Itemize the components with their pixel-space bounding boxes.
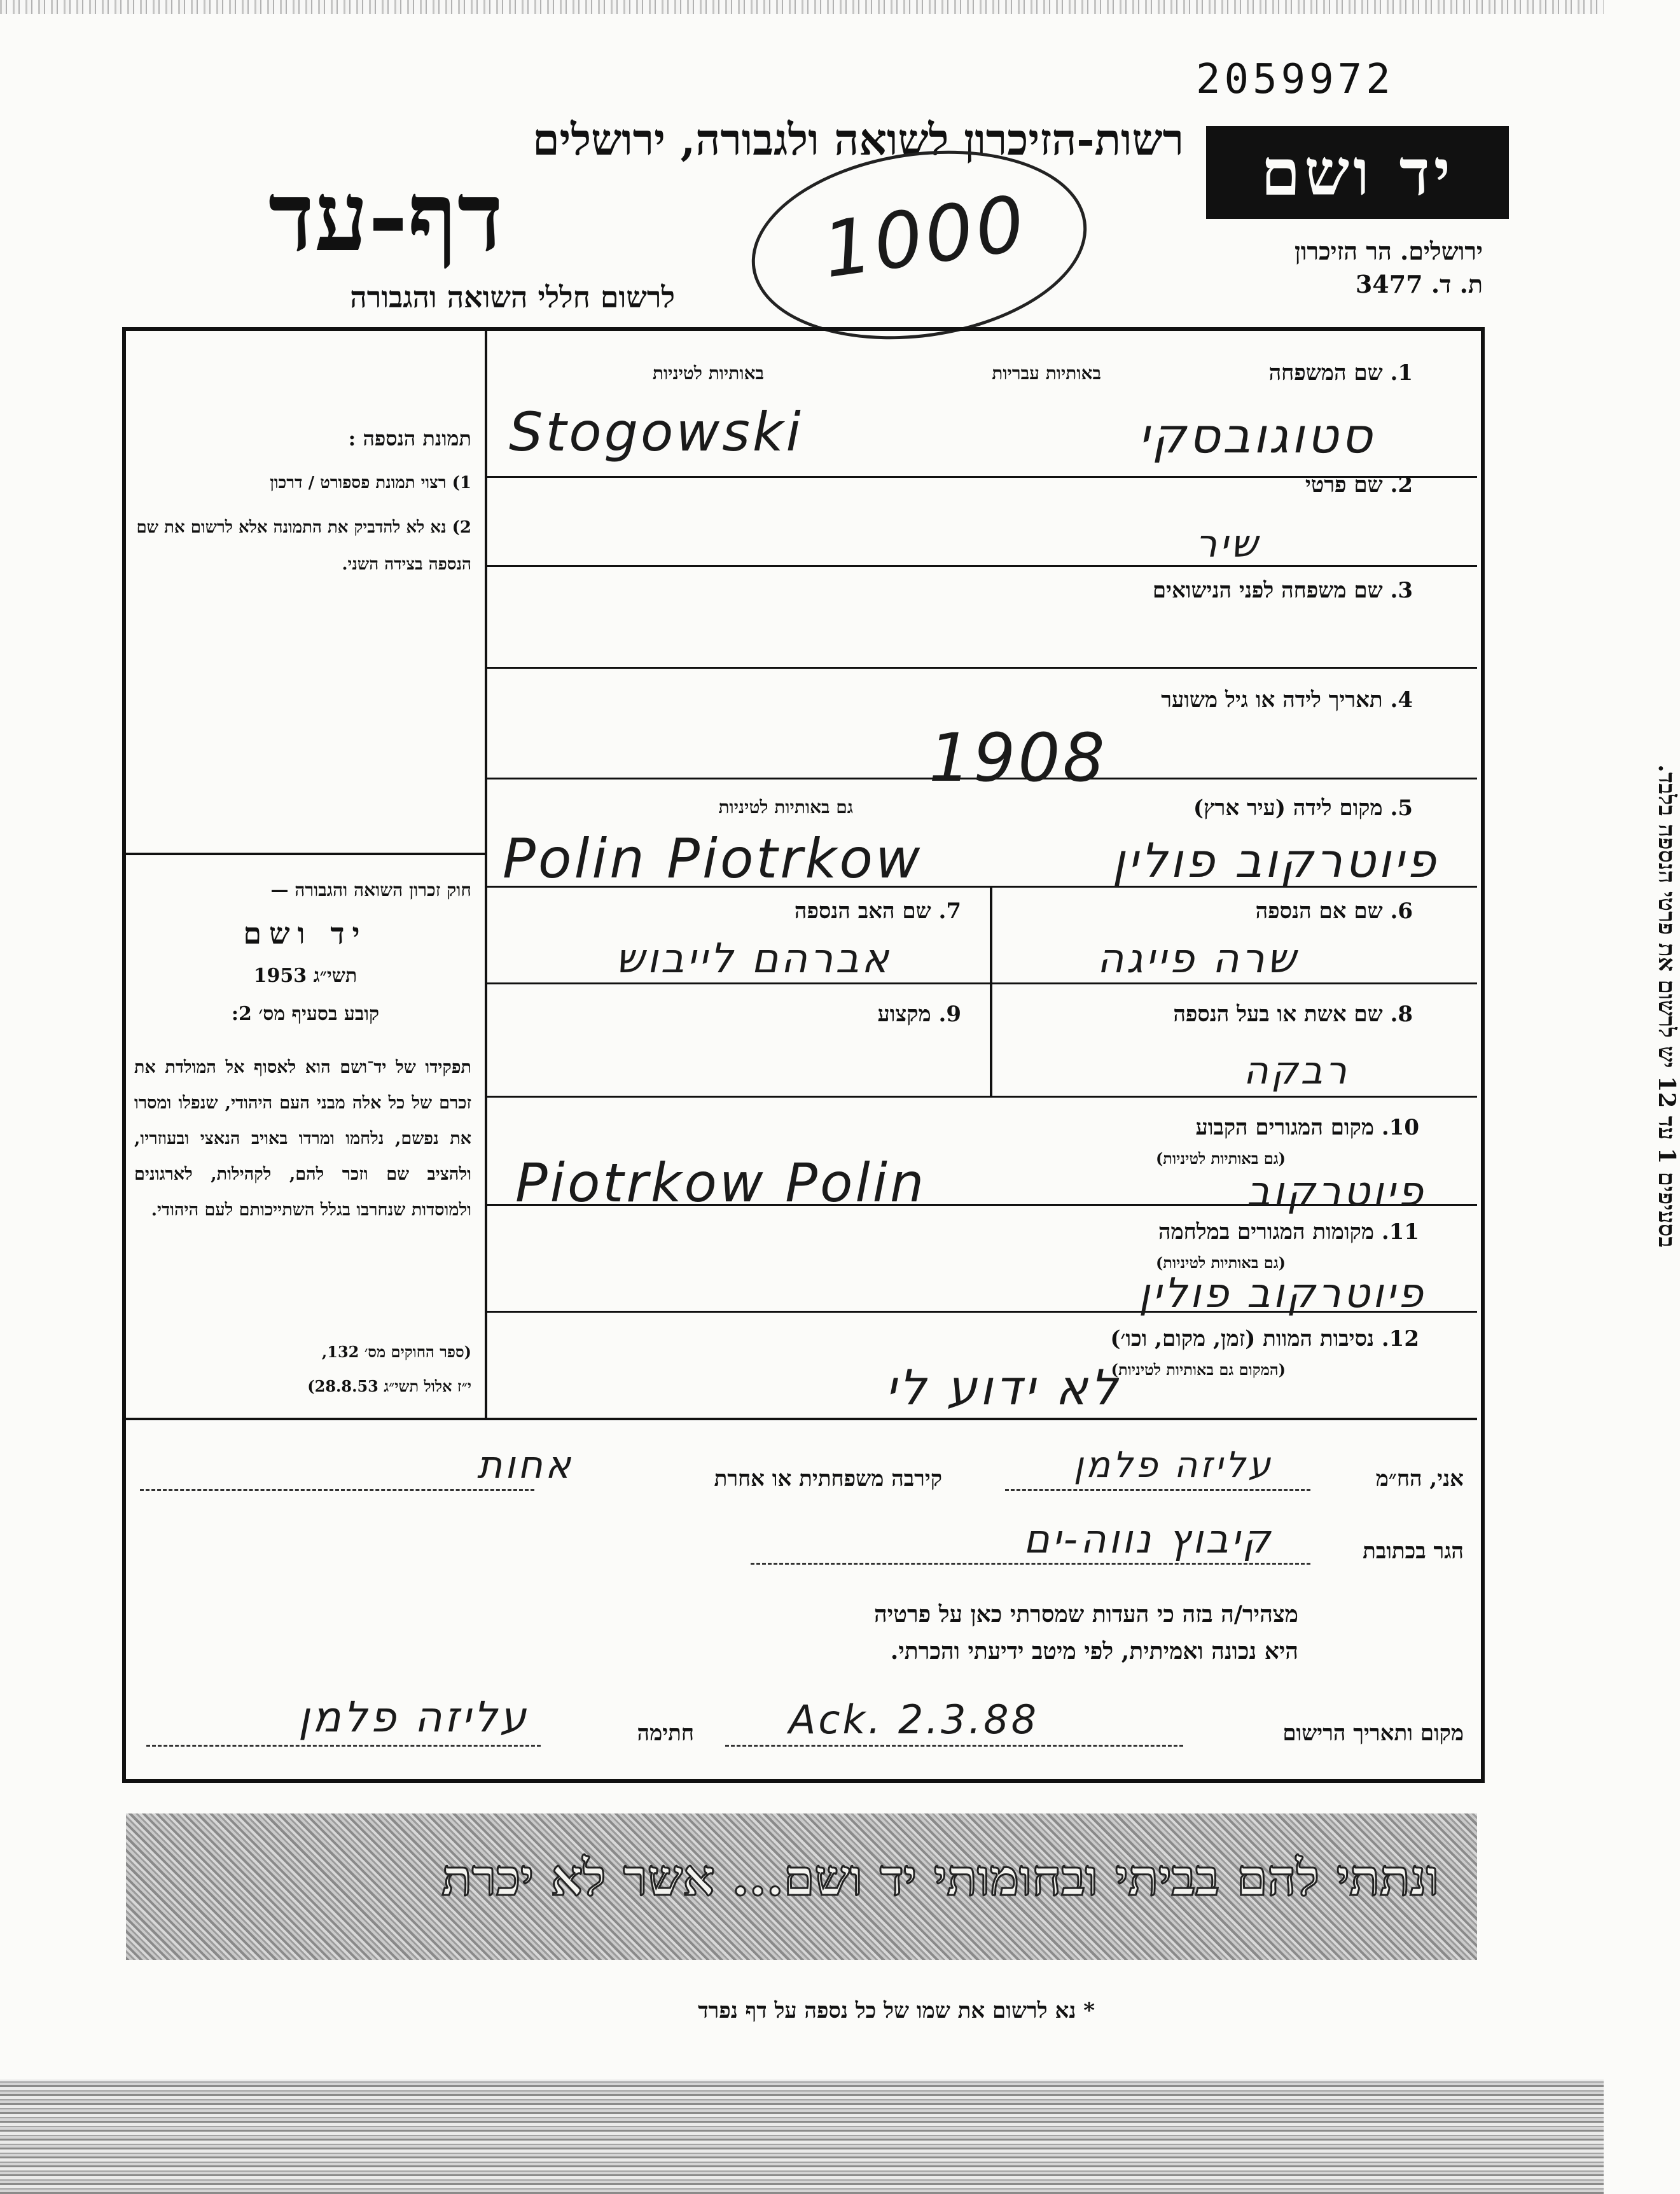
field-1-label: 1. שם המשפחה	[1268, 360, 1413, 386]
law-ref-2: י״ז אלול תשי״ג 28.8.53)	[307, 1377, 471, 1395]
law-year: תשי״ג 1953	[253, 965, 358, 987]
field-7-value[interactable]: אברהם לייבוש	[615, 935, 891, 982]
declaration-line-2: היא נכונה ואמיתית, לפי מיטב ידיעתי והכרתי.	[890, 1638, 1298, 1665]
address-label: הגר בכתובת	[1363, 1539, 1464, 1564]
field-1-latin-column: באותיות לטיניות	[652, 363, 764, 384]
field-8-value[interactable]: רבקה	[1243, 1049, 1349, 1093]
document-number: 2059972	[1196, 56, 1394, 103]
field-11-note: (גם באותיות לטיניות)	[1155, 1254, 1286, 1272]
photo-heading: תמונת הנספה :	[348, 426, 471, 451]
field-5-value-latin[interactable]: Polin Piotrkow	[503, 827, 923, 891]
relation-label: קירבה משפחתית או אחרת	[714, 1466, 942, 1492]
field-10-value-latin[interactable]: Piotrkow Polin	[515, 1152, 927, 1214]
vertical-note: בסעיפים 1 עד 12 יש לרשום את פרטי הנספה בלבד.	[1653, 764, 1680, 1248]
side-panel-divider	[485, 331, 487, 1419]
law-text: תפקידו של יד־ושם הוא לאסוף אל המולדת את זכרם של כל אלה מבני העם היהודי, שנפלו ומסרו את נפשם, נלחמו ומרדו באויב הנאצי ובעוזריו, ולהציב שם וזכר להם, לקהילות, לארגונים ולמוסדות שנחרבו בגלל השתייכותם לעם היהודי.	[134, 1058, 471, 1220]
law-heading: חוק זכרון השואה והגבורה —	[270, 879, 471, 900]
field-6-label: 6. שם אם הנספה	[1255, 898, 1413, 924]
field-4-value[interactable]: 1908	[929, 719, 1107, 797]
law-name: יד ושם	[243, 916, 368, 951]
field-11-value[interactable]: פיוטרקוב פולין	[1138, 1270, 1426, 1317]
field-2-value[interactable]: שיר	[1195, 522, 1260, 566]
field-1-hebrew-column: באותיות עבריות	[992, 363, 1101, 384]
row-line-3	[485, 667, 1477, 669]
photo-note-2: 2) נא לא להדביק את התמונה אלא לרשום את שם הנספה בצידה השני.	[136, 518, 471, 574]
row-line-6	[485, 982, 1477, 984]
circled-number-text: 1000	[817, 179, 1032, 296]
authority-line: רשות-הזיכרון לשואה ולגבורה, ירושלים	[532, 115, 1184, 165]
field-2-label: 2. שם פרטי	[1305, 472, 1413, 498]
field-7-label: 7. שם האב הנספה	[794, 898, 961, 924]
address-value[interactable]: קיבוץ נווה-ים	[1023, 1516, 1273, 1562]
signature-dots	[146, 1745, 541, 1747]
declarant-value[interactable]: עליזה פלמן	[1073, 1444, 1273, 1486]
law-section: קובע בסעיף מס׳ 2:	[231, 1003, 380, 1025]
row-line-10	[126, 1418, 1477, 1420]
field-5-value-hebrew[interactable]: פיוטרקוב פולין	[1112, 834, 1438, 888]
scan-noise-bottom	[0, 2079, 1604, 2194]
field-12-value[interactable]: לא ידוע לי	[885, 1359, 1120, 1416]
signature-label: חתימה	[637, 1721, 694, 1746]
address-dots	[751, 1563, 1310, 1565]
field-5-label: 5. מקום לידה (עיר ארץ)	[1193, 795, 1413, 821]
field-6-value[interactable]: שרה פייגה	[1097, 935, 1298, 982]
field-12-label: 12. נסיבות המוות (זמן, מקום, וכו׳)	[1110, 1326, 1419, 1352]
field-4-label: 4. תאריך לידה או גיל משוער	[1161, 687, 1413, 713]
photo-note-1: 1) רצוי תמונת פספורט / דרכון	[270, 473, 471, 493]
place-date-dots	[725, 1745, 1183, 1747]
field-11-label: 11. מקומות המגורים במלחמה	[1158, 1219, 1419, 1245]
declaration-line-1: מצהיר/ה בזה כי העדות שמסרתי כאן על פרטיה	[874, 1601, 1298, 1628]
form-subtitle: לרשום חללי השואה והגבורה	[350, 280, 675, 314]
logo-address-line1: ירושלים. הר הזיכרון	[1295, 237, 1483, 265]
field-1-value-latin[interactable]: Stogowski	[509, 401, 803, 463]
scan-noise-top	[0, 0, 1604, 14]
law-ref-1: (ספר החוקים מס׳ 132,	[321, 1343, 471, 1361]
field-10-label: 10. מקום המגורים הקבוע	[1195, 1115, 1419, 1140]
row-line-2	[485, 565, 1477, 567]
field-1-value-hebrew[interactable]: סטוגובסקי	[1138, 407, 1375, 464]
place-date-label: מקום ותאריך הרישום	[1282, 1721, 1464, 1746]
relation-value[interactable]: אחות	[476, 1443, 573, 1488]
side-panel-hdivider	[126, 853, 485, 855]
declarant-label: אני, הח״מ	[1375, 1466, 1464, 1492]
place-date-value[interactable]: Ack. 2.3.88	[789, 1696, 1039, 1743]
relation-dots	[140, 1489, 534, 1491]
footer-note: * נא לרשום את שמו של כל נספה על דף נפרד	[698, 1998, 1095, 2023]
field-10-value-hebrew[interactable]: פיוטרקוב	[1246, 1168, 1426, 1215]
field-8-label: 8. שם אשת או בעל הנספה	[1173, 1002, 1413, 1027]
signature-value[interactable]: עליזה פלמן	[298, 1693, 529, 1742]
field-5-latin-note: גם באותיות לטיניות	[718, 797, 853, 818]
field-3-label: 3. שם משפחה לפני הנישואים	[1152, 578, 1413, 603]
logo-address-line2: ת. ד. 3477	[1355, 270, 1483, 298]
quote-banner-text: ונתתי להם בביתי ובחומותי יד ושם... אשר לא יכרת	[441, 1849, 1439, 1907]
form-title: דף-עד	[268, 161, 503, 273]
row-line-7	[485, 1096, 1477, 1098]
field-10-note: (גם באותיות לטיניות)	[1155, 1149, 1286, 1168]
logo-text: יד ושם	[1261, 135, 1454, 210]
quote-banner	[126, 1813, 1477, 1960]
field-9-label: 9. מקצוע	[877, 1002, 961, 1027]
yad-vashem-logo	[1206, 126, 1509, 219]
col-divider-6-9	[990, 886, 992, 1096]
declarant-dots	[1005, 1489, 1310, 1491]
field-12-note: (המקום גם באותיות לטיניות)	[1111, 1360, 1286, 1379]
